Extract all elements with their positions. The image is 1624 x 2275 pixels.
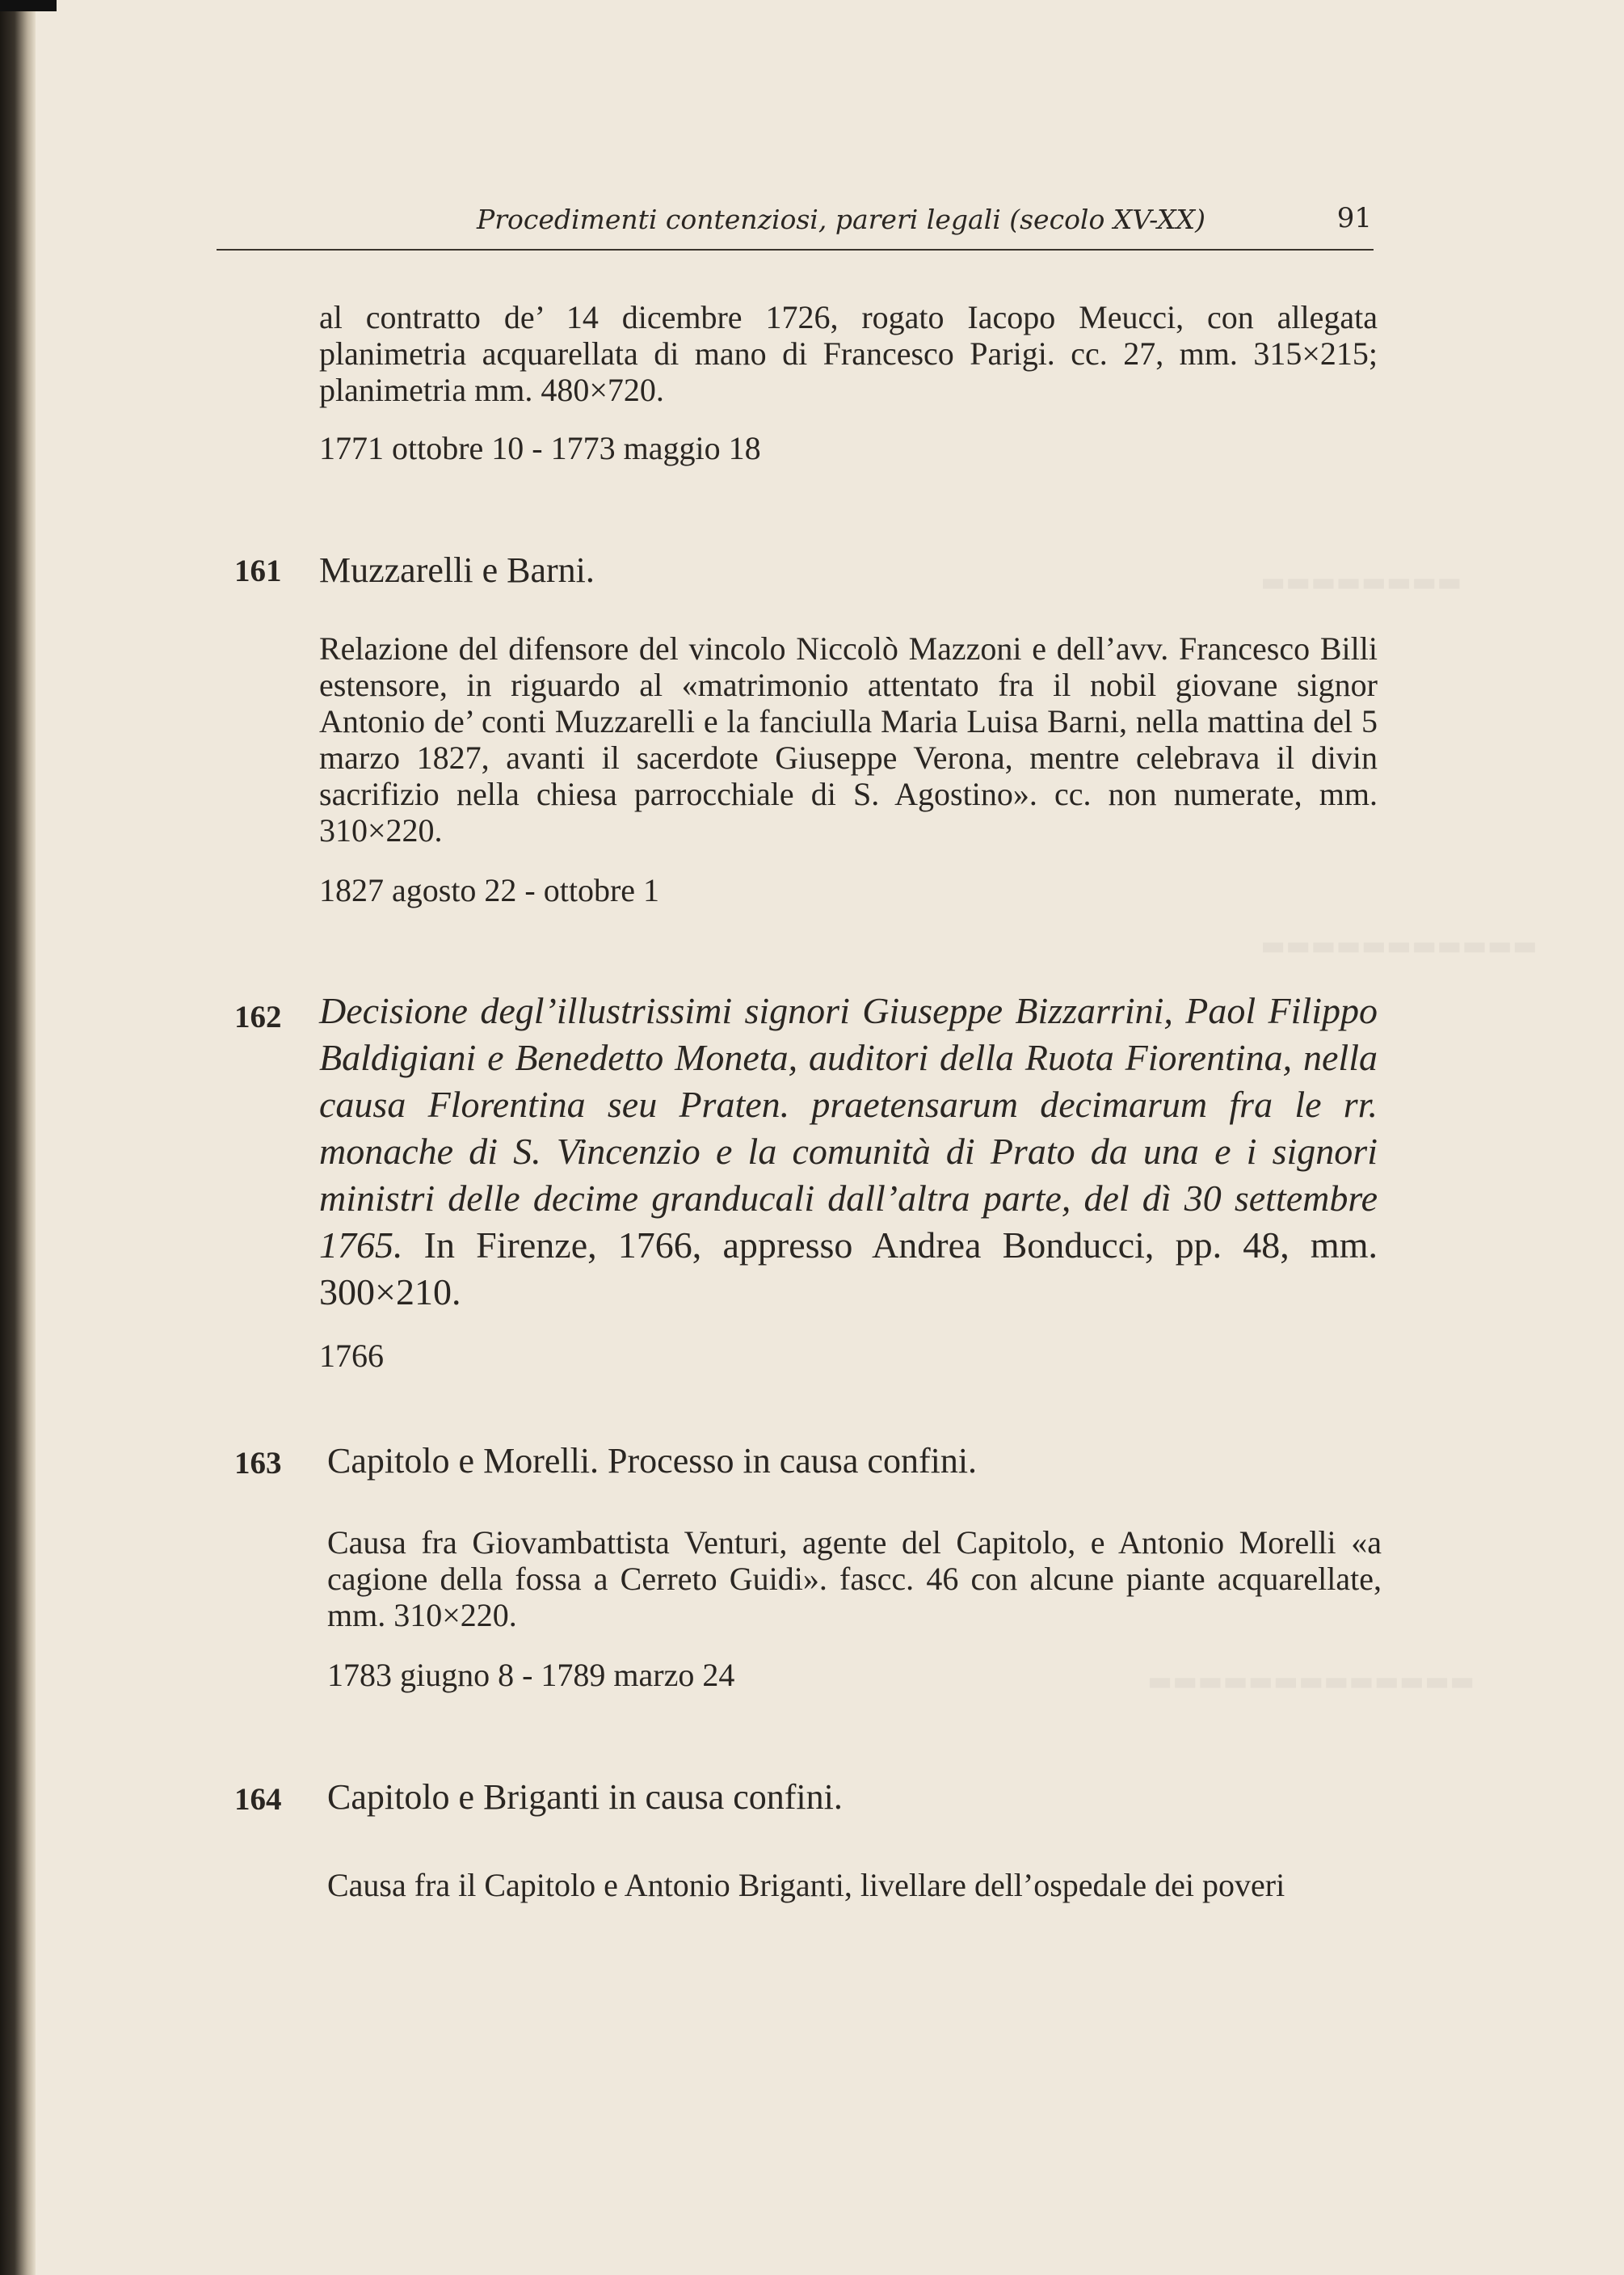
entry-description: Causa fra Giovambattista Venturi, agente del Capitolo, e Antonio Morelli «a cagione della fossa a Cerreto Guidi». fascc. 46 con alcune piante acquarellate, mm. 310×220. <box>327 1524 1382 1633</box>
page-header <box>217 197 1374 251</box>
entry-date: 1827 agosto 22 - ottobre 1 <box>319 872 660 908</box>
entry-body <box>327 1524 1382 1694</box>
entry-title-block <box>319 988 1378 1316</box>
page-number: 91 <box>1336 202 1372 234</box>
entry-number: 161 <box>234 554 282 588</box>
entry-number: 163 <box>234 1446 282 1481</box>
entry-title: Capitolo e Briganti in causa confini. <box>327 1777 843 1817</box>
entry-title: Muzzarelli e Barni. <box>319 550 595 590</box>
entry-body <box>327 1867 1386 1903</box>
entry-number: 164 <box>234 1782 282 1817</box>
entry-description: Causa fra il Capitolo e Antonio Briganti, livellare dell’ospedale dei poveri <box>327 1867 1285 1903</box>
entry-date: 1766 <box>319 1338 384 1374</box>
page-corner-shadow <box>0 0 57 11</box>
entry-title-publication: In Firenze, 1766, appresso Andrea Bonducci, pp. 48, mm. 300×210. <box>319 1224 1378 1312</box>
running-title: Procedimenti contenziosi, pareri legali (secolo XV-XX) <box>477 204 1205 235</box>
entry-body <box>319 630 1378 909</box>
book-binding-edge <box>0 0 36 2275</box>
continuation-date: 1771 ottobre 10 - 1773 maggio 18 <box>319 430 761 466</box>
entry-title-italic: Decisione degl’illustrissimi signori Giuseppe Bizzarrini, Paol Filippo Baldigiani e Benedetto Moneta, auditori della Ruota Fiorentina, nella causa Florentina seu Praten. praetensarum decimarum fra le rr. monache di S. Vincenzio e la comunità di Prato da una e i signori ministri delle decime granducali dall’altra parte, del dì 30 settembre 1765. <box>319 990 1378 1266</box>
entry-date: 1783 giugno 8 - 1789 marzo 24 <box>327 1657 735 1693</box>
entry-title: Capitolo e Morelli. Processo in causa confini. <box>327 1441 978 1481</box>
entry-number: 162 <box>234 1000 282 1034</box>
continuation-block <box>319 299 1378 467</box>
entry-body <box>319 988 1378 1375</box>
continuation-text: al contratto de’ 14 dicembre 1726, rogato Iacopo Meucci, con allegata planimetria acquarellata di mano di Francesco Parigi. cc. 27, mm. 315×215; planimetria mm. 480×720. <box>319 299 1378 408</box>
entry-description: Relazione del difensore del vincolo Niccolò Mazzoni e dell’avv. Francesco Billi estensore, in riguardo al «matrimonio attentato fra il nobil giovane signor Antonio de’ conti Muzzarelli e la fanciulla Maria Luisa Barni, nella mattina del 5 marzo 1827, avanti il sacerdote Giuseppe Verona, mentre celebrava il divin sacrifizio nella chiesa parrocchiale di S. Agostino». cc. non numerate, mm. 310×220. <box>319 630 1378 849</box>
